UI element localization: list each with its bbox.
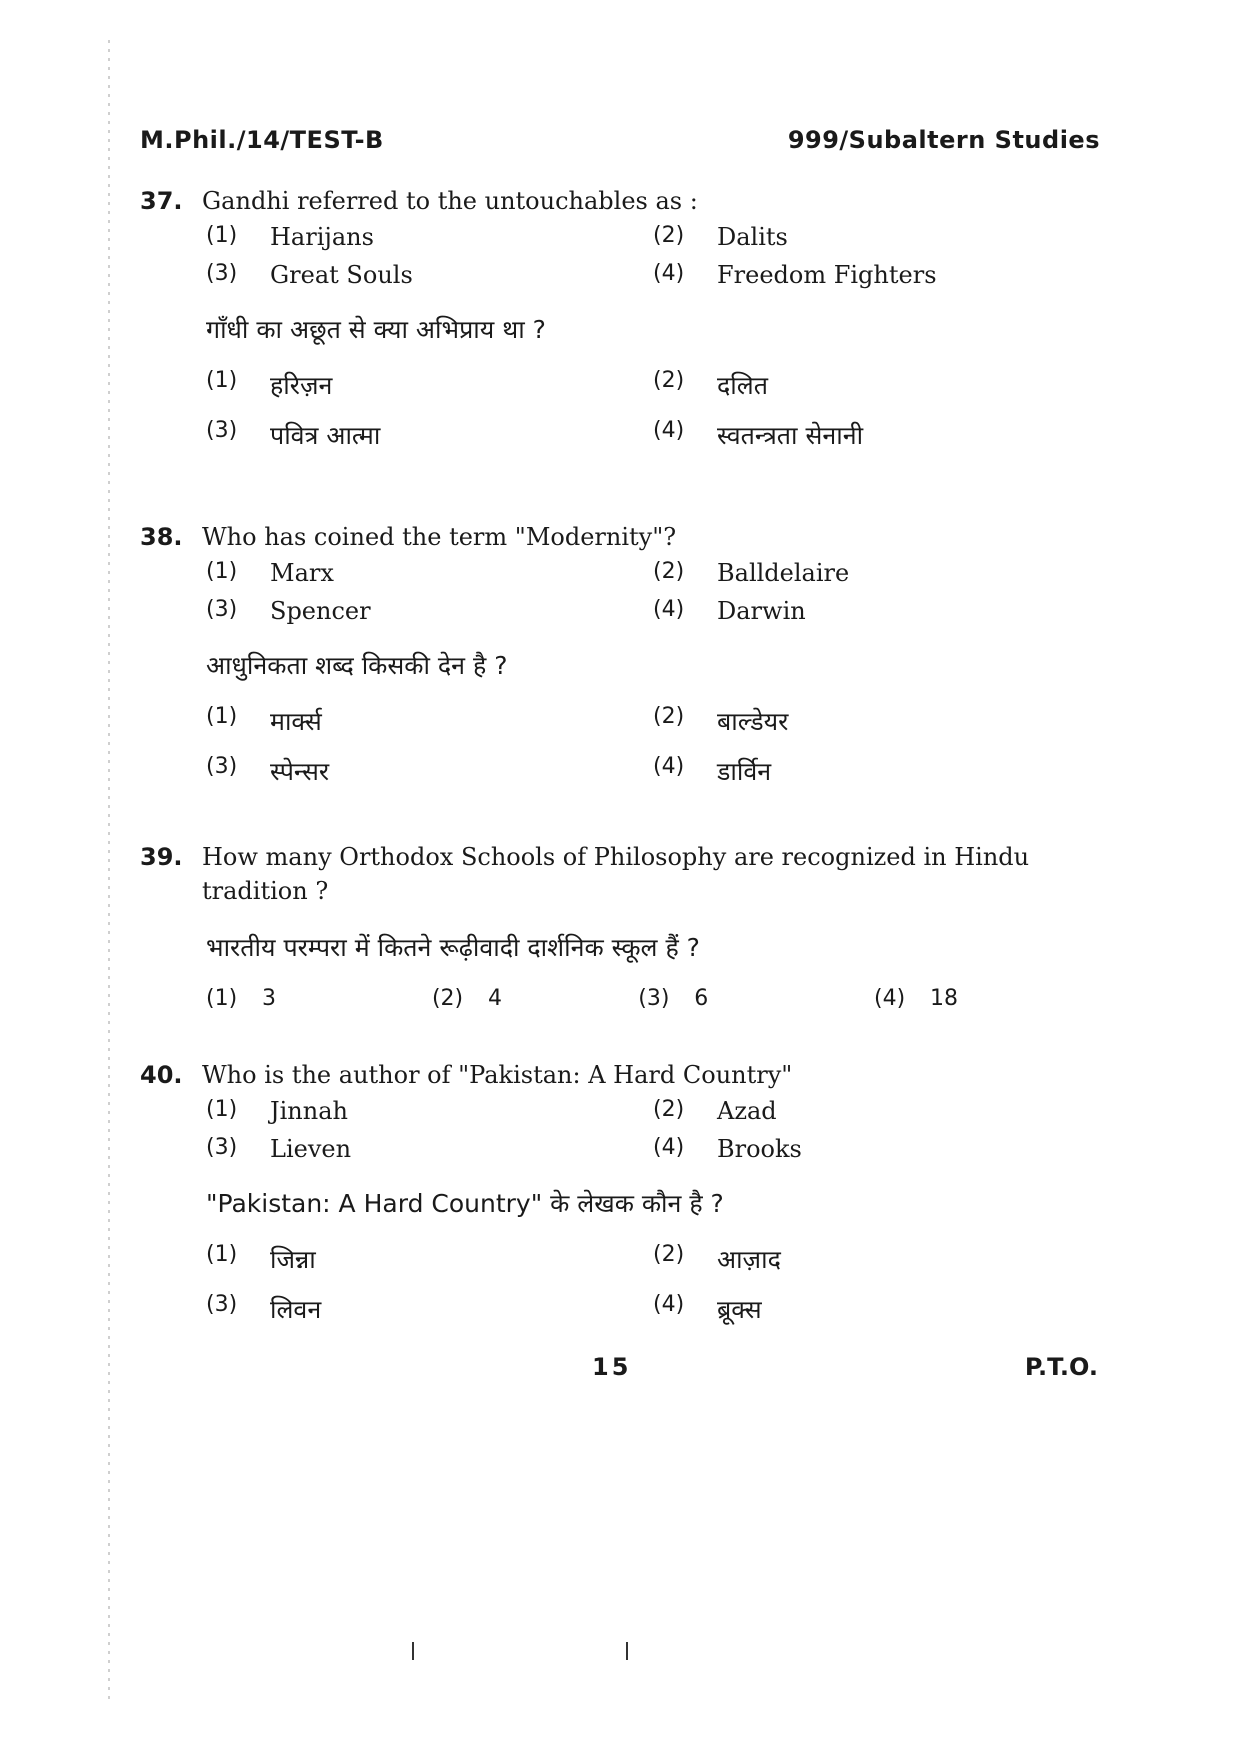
subject-title: 999/Subaltern Studies	[787, 126, 1100, 154]
hindi-option-1: (1) जिन्ना	[206, 1242, 316, 1274]
hindi-question-text: भारतीय परम्परा में कितने रूढ़ीवादी दार्शनिक स्कूल हैं ?	[206, 933, 700, 962]
hindi-question-text: आधुनिकता शब्द किसकी देन है ?	[206, 651, 508, 680]
option-2: (2) Dalits	[653, 223, 788, 251]
hindi-option-3: (3) पवित्र आत्मा	[206, 418, 381, 450]
option-4: (4) 18	[874, 985, 959, 1011]
hindi-question-text: "Pakistan: A Hard Country" के लेखक कौन है ?	[206, 1189, 724, 1218]
question-37	[140, 184, 1100, 460]
question-line	[140, 840, 1100, 874]
option-2: (2) 4	[431, 985, 502, 1011]
option-3: (3) Spencer	[206, 597, 371, 625]
please-turn-over: P.T.O.	[1024, 1353, 1098, 1381]
option-2: (2) Azad	[653, 1097, 777, 1125]
option-3: (3) 6	[638, 985, 709, 1011]
option-3: (3) Great Souls	[206, 261, 413, 289]
option-1: (1) Jinnah	[206, 1097, 348, 1125]
question-number: 39.	[140, 843, 183, 871]
english-options	[206, 554, 1100, 630]
page-number: 15	[592, 1353, 632, 1381]
question-39	[140, 840, 1100, 1018]
question-number: 37.	[140, 187, 183, 215]
hindi-option-3: (3) लिवन	[206, 1292, 322, 1324]
hindi-option-4: (4) ब्रूक्स	[653, 1292, 762, 1324]
option-4: (4) Freedom Fighters	[653, 261, 937, 289]
question-number: 38.	[140, 523, 183, 551]
question-38	[140, 520, 1100, 796]
option-1: (1) 3	[206, 985, 276, 1011]
hindi-question-text: गाँधी का अछूत से क्या अभिप्राय था ?	[206, 315, 546, 344]
hindi-option-2: (2) दलित	[653, 368, 768, 400]
question-text: Who is the author of "Pakistan: A Hard Country"	[202, 1061, 793, 1089]
question-line	[140, 1058, 1100, 1092]
question-text: Gandhi referred to the untouchables as :	[202, 187, 698, 215]
hindi-option-4: (4) डार्विन	[653, 754, 772, 786]
english-options	[206, 218, 1100, 294]
option-3: (3) Lieven	[206, 1135, 352, 1163]
hindi-options	[206, 696, 1100, 796]
question-number: 40.	[140, 1061, 183, 1089]
hindi-option-4: (4) स्वतन्त्रता सेनानी	[653, 418, 864, 450]
option-1: (1) Marx	[206, 559, 334, 587]
hindi-option-1: (1) हरिज़न	[206, 368, 333, 400]
hindi-options	[206, 1234, 1100, 1334]
question-text-line-2: tradition ?	[202, 877, 329, 905]
scan-edge-artifact	[108, 40, 110, 1700]
hindi-option-1: (1) मार्क्स	[206, 704, 322, 736]
question-line	[140, 184, 1100, 218]
option-4: (4) Darwin	[653, 597, 806, 625]
question-line	[140, 520, 1100, 554]
hindi-option-2: (2) बाल्डेयर	[653, 704, 789, 736]
hindi-option-3: (3) स्पेन्सर	[206, 754, 330, 786]
scan-mark	[626, 1642, 628, 1660]
option-2: (2) Balldelaire	[653, 559, 850, 587]
question-text-line-1: How many Orthodox Schools of Philosophy are recognized in Hindu	[202, 843, 1030, 871]
scan-mark	[412, 1642, 414, 1660]
question-40	[140, 1058, 1100, 1334]
option-4: (4) Brooks	[653, 1135, 802, 1163]
options-row	[206, 978, 1100, 1018]
hindi-options	[206, 360, 1100, 460]
option-1: (1) Harijans	[206, 223, 374, 251]
hindi-option-2: (2) आज़ाद	[653, 1242, 781, 1274]
english-options	[206, 1092, 1100, 1168]
paper-code: M.Phil./14/TEST-B	[140, 126, 384, 154]
question-text: Who has coined the term "Modernity"?	[202, 523, 677, 551]
